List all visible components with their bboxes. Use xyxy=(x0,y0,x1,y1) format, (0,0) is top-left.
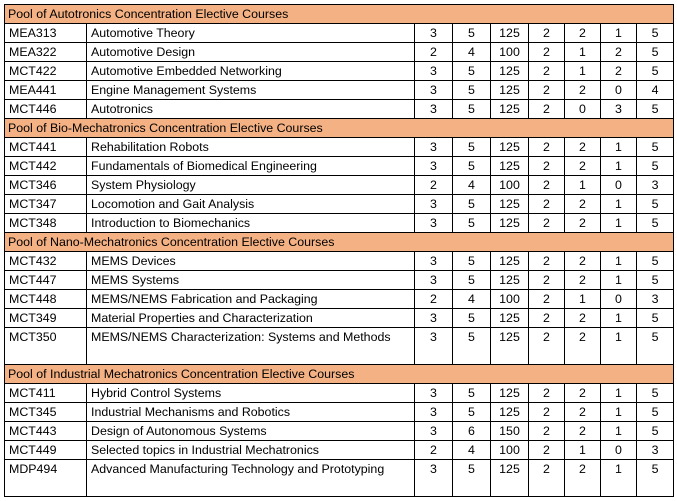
course-name: Selected topics in Industrial Mechatronics xyxy=(87,441,415,460)
course-value-col-2: 4 xyxy=(453,43,491,62)
course-name: MEMS/NEMS Characterization: Systems and Methods xyxy=(87,328,415,365)
course-value-col-2: 5 xyxy=(453,328,491,365)
course-code: MCT422 xyxy=(5,62,87,81)
course-value-col-3: 125 xyxy=(491,157,529,176)
course-value-col-5: 2 xyxy=(565,157,601,176)
course-value-col-5: 1 xyxy=(565,62,601,81)
course-value-col-2: 5 xyxy=(453,157,491,176)
course-value-col-3: 125 xyxy=(491,403,529,422)
course-value-col-3: 125 xyxy=(491,252,529,271)
course-value-col-4: 2 xyxy=(529,100,565,119)
course-value-col-5: 1 xyxy=(565,441,601,460)
course-value-col-6: 1 xyxy=(601,252,637,271)
course-name: Advanced Manufacturing Technology and Prototyping xyxy=(87,460,415,497)
section-title: Pool of Industrial Mechatronics Concentration Elective Courses xyxy=(5,365,674,384)
section-title: Pool of Bio-Mechatronics Concentration Elective Courses xyxy=(5,119,674,138)
course-value-col-3: 100 xyxy=(491,441,529,460)
table-row xyxy=(5,441,674,460)
course-value-col-4: 2 xyxy=(529,138,565,157)
course-value-col-5: 1 xyxy=(565,43,601,62)
section-title: Pool of Nano-Mechatronics Concentration Elective Courses xyxy=(5,233,674,252)
course-value-col-5: 2 xyxy=(565,271,601,290)
course-code: MCT449 xyxy=(5,441,87,460)
course-value-col-2: 5 xyxy=(453,81,491,100)
course-value-col-3: 125 xyxy=(491,309,529,328)
course-value-col-7: 5 xyxy=(637,43,674,62)
course-value-col-7: 3 xyxy=(637,290,674,309)
course-name: Automotive Theory xyxy=(87,24,415,43)
table-row xyxy=(5,157,674,176)
course-value-col-4: 2 xyxy=(529,271,565,290)
course-value-col-5: 1 xyxy=(565,176,601,195)
course-code: MEA313 xyxy=(5,24,87,43)
course-value-col-7: 5 xyxy=(637,214,674,233)
course-code: MCT348 xyxy=(5,214,87,233)
course-value-col-3: 125 xyxy=(491,138,529,157)
course-value-col-7: 5 xyxy=(637,384,674,403)
course-name: Fundamentals of Biomedical Engineering xyxy=(87,157,415,176)
table-row xyxy=(5,460,674,497)
course-value-col-3: 125 xyxy=(491,195,529,214)
course-value-col-3: 125 xyxy=(491,271,529,290)
course-value-col-5: 2 xyxy=(565,403,601,422)
course-value-col-3: 100 xyxy=(491,43,529,62)
course-value-col-4: 2 xyxy=(529,441,565,460)
course-value-col-6: 3 xyxy=(601,100,637,119)
course-value-col-1: 3 xyxy=(415,403,453,422)
course-value-col-7: 4 xyxy=(637,81,674,100)
course-value-col-3: 100 xyxy=(491,290,529,309)
course-value-col-6: 1 xyxy=(601,271,637,290)
course-value-col-5: 2 xyxy=(565,384,601,403)
course-value-col-2: 5 xyxy=(453,62,491,81)
course-value-col-4: 2 xyxy=(529,62,565,81)
course-name: Design of Autonomous Systems xyxy=(87,422,415,441)
course-value-col-7: 5 xyxy=(637,271,674,290)
table-row xyxy=(5,290,674,309)
table-row xyxy=(5,214,674,233)
course-name: Automotive Design xyxy=(87,43,415,62)
course-code: MCT349 xyxy=(5,309,87,328)
course-value-col-3: 125 xyxy=(491,24,529,43)
course-name: MEMS/NEMS Fabrication and Packaging xyxy=(87,290,415,309)
course-code: MCT347 xyxy=(5,195,87,214)
course-value-col-5: 1 xyxy=(565,290,601,309)
course-value-col-2: 4 xyxy=(453,290,491,309)
course-value-col-2: 5 xyxy=(453,214,491,233)
section-header-row xyxy=(5,233,674,252)
course-value-col-2: 5 xyxy=(453,309,491,328)
section-header-row xyxy=(5,365,674,384)
course-value-col-6: 1 xyxy=(601,309,637,328)
course-value-col-5: 2 xyxy=(565,252,601,271)
table-row xyxy=(5,384,674,403)
course-value-col-7: 5 xyxy=(637,138,674,157)
course-value-col-6: 0 xyxy=(601,81,637,100)
course-value-col-1: 3 xyxy=(415,214,453,233)
course-value-col-4: 2 xyxy=(529,384,565,403)
course-value-col-6: 0 xyxy=(601,176,637,195)
course-code: MCT346 xyxy=(5,176,87,195)
course-value-col-2: 5 xyxy=(453,384,491,403)
course-value-col-1: 3 xyxy=(415,252,453,271)
course-value-col-6: 2 xyxy=(601,62,637,81)
course-value-col-7: 5 xyxy=(637,195,674,214)
course-value-col-1: 3 xyxy=(415,62,453,81)
course-value-col-2: 5 xyxy=(453,460,491,497)
course-value-col-2: 5 xyxy=(453,24,491,43)
course-value-col-1: 3 xyxy=(415,100,453,119)
course-value-col-5: 2 xyxy=(565,460,601,497)
course-value-col-7: 5 xyxy=(637,100,674,119)
course-value-col-7: 5 xyxy=(637,328,674,365)
section-title: Pool of Autotronics Concentration Elective Courses xyxy=(5,5,674,24)
course-name: Engine Management Systems xyxy=(87,81,415,100)
course-value-col-4: 2 xyxy=(529,460,565,497)
table-row xyxy=(5,252,674,271)
table-row xyxy=(5,81,674,100)
course-value-col-4: 2 xyxy=(529,403,565,422)
course-value-col-3: 125 xyxy=(491,214,529,233)
course-name: MEMS Systems xyxy=(87,271,415,290)
course-value-col-7: 5 xyxy=(637,422,674,441)
course-value-col-5: 2 xyxy=(565,138,601,157)
course-value-col-7: 5 xyxy=(637,403,674,422)
course-name: Locomotion and Gait Analysis xyxy=(87,195,415,214)
table-row xyxy=(5,422,674,441)
course-value-col-6: 1 xyxy=(601,328,637,365)
course-value-col-7: 5 xyxy=(637,252,674,271)
course-code: MCT441 xyxy=(5,138,87,157)
table-row xyxy=(5,176,674,195)
course-code: MEA441 xyxy=(5,81,87,100)
course-code: MCT448 xyxy=(5,290,87,309)
course-value-col-2: 5 xyxy=(453,403,491,422)
course-code: MCT411 xyxy=(5,384,87,403)
course-code: MEA322 xyxy=(5,43,87,62)
course-value-col-5: 2 xyxy=(565,309,601,328)
section-header-row xyxy=(5,5,674,24)
course-name: Introduction to Biomechanics xyxy=(87,214,415,233)
course-value-col-4: 2 xyxy=(529,24,565,43)
course-name: Rehabilitation Robots xyxy=(87,138,415,157)
table-row xyxy=(5,100,674,119)
course-value-col-2: 5 xyxy=(453,195,491,214)
course-name: Automotive Embedded Networking xyxy=(87,62,415,81)
course-value-col-3: 150 xyxy=(491,422,529,441)
course-value-col-6: 1 xyxy=(601,214,637,233)
course-value-col-5: 2 xyxy=(565,81,601,100)
course-value-col-5: 2 xyxy=(565,195,601,214)
course-code: MCT446 xyxy=(5,100,87,119)
table-row xyxy=(5,271,674,290)
course-value-col-6: 1 xyxy=(601,403,637,422)
course-name: System Physiology xyxy=(87,176,415,195)
course-code: MCT443 xyxy=(5,422,87,441)
course-value-col-1: 2 xyxy=(415,290,453,309)
course-value-col-2: 5 xyxy=(453,271,491,290)
course-value-col-5: 2 xyxy=(565,328,601,365)
table-row xyxy=(5,138,674,157)
course-value-col-1: 2 xyxy=(415,441,453,460)
course-value-col-1: 3 xyxy=(415,384,453,403)
course-value-col-7: 3 xyxy=(637,176,674,195)
course-value-col-1: 3 xyxy=(415,81,453,100)
course-value-col-1: 3 xyxy=(415,271,453,290)
course-value-col-1: 3 xyxy=(415,309,453,328)
course-value-col-3: 125 xyxy=(491,328,529,365)
course-code: MCT432 xyxy=(5,252,87,271)
course-code: MCT345 xyxy=(5,403,87,422)
table-body xyxy=(5,5,674,497)
course-value-col-4: 2 xyxy=(529,309,565,328)
course-value-col-1: 3 xyxy=(415,138,453,157)
course-value-col-5: 2 xyxy=(565,214,601,233)
course-value-col-6: 0 xyxy=(601,441,637,460)
section-header-row xyxy=(5,119,674,138)
course-value-col-2: 5 xyxy=(453,252,491,271)
course-value-col-7: 5 xyxy=(637,24,674,43)
course-value-col-6: 0 xyxy=(601,290,637,309)
course-value-col-7: 5 xyxy=(637,460,674,497)
course-code: MCT447 xyxy=(5,271,87,290)
course-value-col-4: 2 xyxy=(529,422,565,441)
table-row xyxy=(5,403,674,422)
course-value-col-1: 3 xyxy=(415,157,453,176)
course-value-col-1: 3 xyxy=(415,195,453,214)
course-value-col-4: 2 xyxy=(529,81,565,100)
course-value-col-6: 1 xyxy=(601,460,637,497)
course-value-col-3: 125 xyxy=(491,62,529,81)
course-value-col-4: 2 xyxy=(529,195,565,214)
course-value-col-3: 125 xyxy=(491,460,529,497)
course-value-col-3: 100 xyxy=(491,176,529,195)
course-value-col-1: 3 xyxy=(415,24,453,43)
course-value-col-2: 4 xyxy=(453,441,491,460)
table-row xyxy=(5,24,674,43)
course-value-col-4: 2 xyxy=(529,290,565,309)
course-value-col-6: 1 xyxy=(601,384,637,403)
course-value-col-4: 2 xyxy=(529,214,565,233)
course-name: Material Properties and Characterization xyxy=(87,309,415,328)
course-value-col-6: 1 xyxy=(601,138,637,157)
course-value-col-7: 5 xyxy=(637,309,674,328)
course-value-col-6: 1 xyxy=(601,24,637,43)
course-value-col-1: 3 xyxy=(415,422,453,441)
course-value-col-7: 5 xyxy=(637,62,674,81)
course-name: Hybrid Control Systems xyxy=(87,384,415,403)
course-name: Industrial Mechanisms and Robotics xyxy=(87,403,415,422)
course-value-col-5: 0 xyxy=(565,100,601,119)
course-value-col-1: 2 xyxy=(415,43,453,62)
course-code: MCT442 xyxy=(5,157,87,176)
course-value-col-5: 2 xyxy=(565,24,601,43)
course-value-col-1: 2 xyxy=(415,176,453,195)
course-value-col-1: 3 xyxy=(415,460,453,497)
course-value-col-2: 5 xyxy=(453,100,491,119)
course-value-col-7: 5 xyxy=(637,157,674,176)
course-value-col-3: 125 xyxy=(491,384,529,403)
course-value-col-4: 2 xyxy=(529,157,565,176)
table-row xyxy=(5,328,674,365)
course-value-col-6: 1 xyxy=(601,157,637,176)
course-code: MCT350 xyxy=(5,328,87,365)
course-value-col-4: 2 xyxy=(529,328,565,365)
table-row xyxy=(5,43,674,62)
course-value-col-2: 6 xyxy=(453,422,491,441)
course-value-col-2: 4 xyxy=(453,176,491,195)
table-row xyxy=(5,195,674,214)
course-value-col-4: 2 xyxy=(529,176,565,195)
course-value-col-6: 2 xyxy=(601,43,637,62)
course-value-col-1: 3 xyxy=(415,328,453,365)
table-row xyxy=(5,309,674,328)
course-value-col-4: 2 xyxy=(529,252,565,271)
course-name: MEMS Devices xyxy=(87,252,415,271)
course-value-col-6: 1 xyxy=(601,422,637,441)
course-value-col-3: 125 xyxy=(491,100,529,119)
course-value-col-7: 3 xyxy=(637,441,674,460)
course-value-col-3: 125 xyxy=(491,81,529,100)
course-value-col-4: 2 xyxy=(529,43,565,62)
course-value-col-6: 1 xyxy=(601,195,637,214)
course-value-col-5: 2 xyxy=(565,422,601,441)
course-value-col-2: 5 xyxy=(453,138,491,157)
course-code: MDP494 xyxy=(5,460,87,497)
elective-courses-table xyxy=(4,4,674,497)
table-row xyxy=(5,62,674,81)
course-name: Autotronics xyxy=(87,100,415,119)
